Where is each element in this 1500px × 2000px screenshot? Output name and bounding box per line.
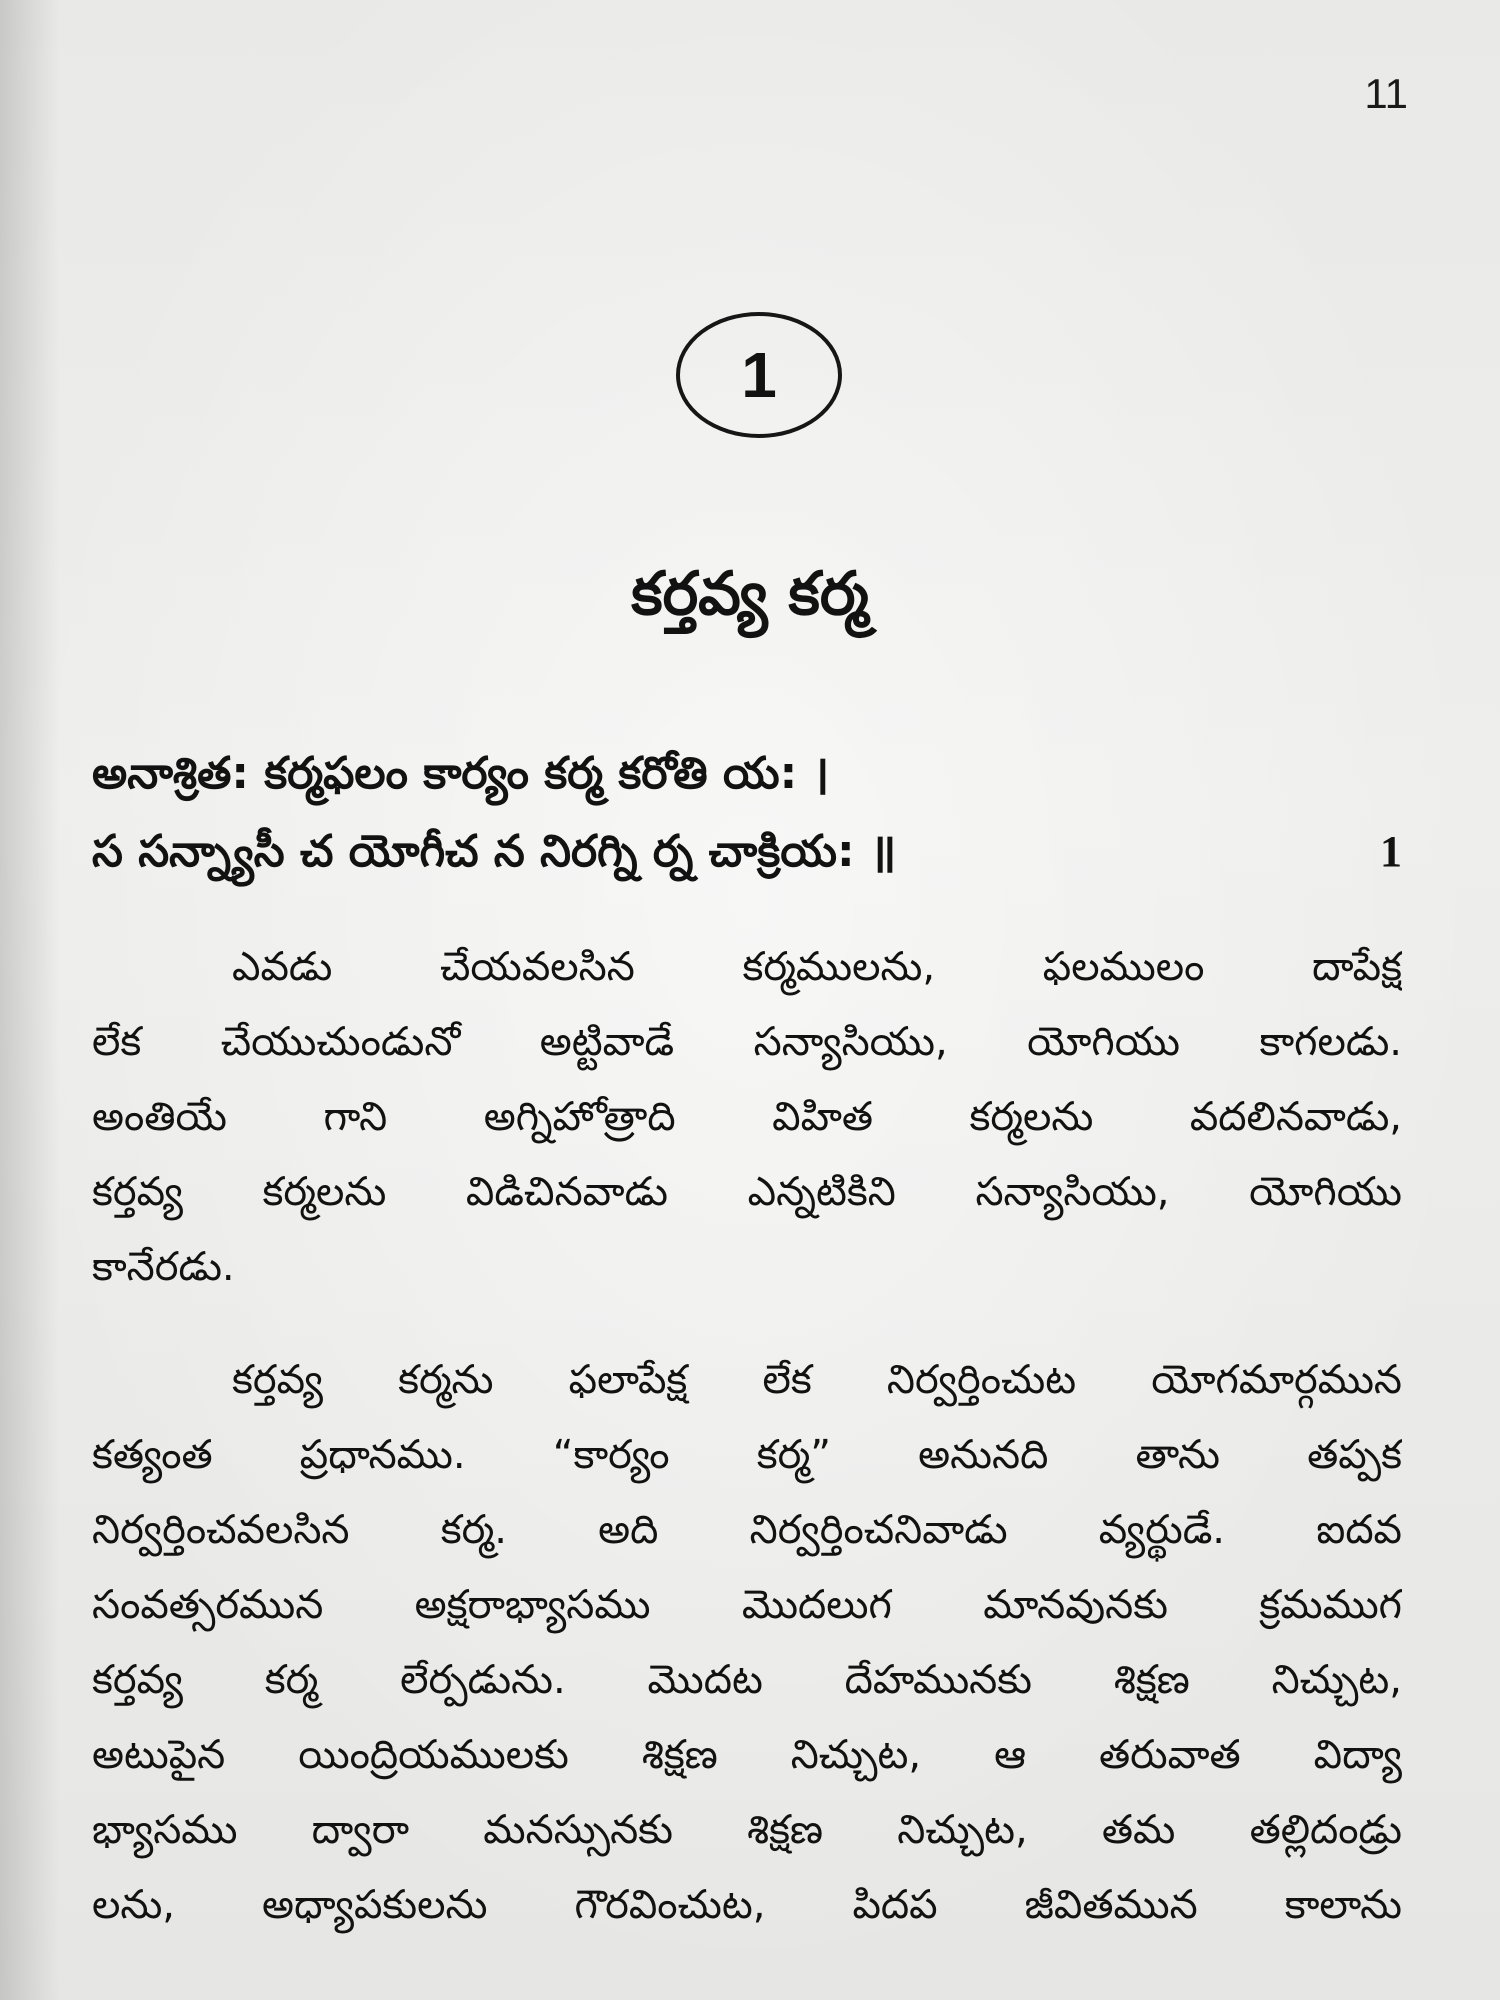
- paragraph-line: ఎవడు చేయవలసిన కర్మములను, ఫలములం దాపేక్ష: [232, 944, 1402, 990]
- chapter-number-circle: [676, 312, 842, 438]
- verse-line-1: [92, 748, 1402, 801]
- paragraph-line: లను, అధ్యాపకులను గౌరవించుట, పిదప జీవితమున కాలాను: [92, 1882, 1402, 1928]
- paragraph-line: కర్తవ్య కర్మ లేర్పడును. మొదట దేహమునకు శిక్షణ నిచ్చుట,: [92, 1657, 1402, 1703]
- page-edge-shadow: [0, 0, 60, 2000]
- verse-number: 1: [1380, 827, 1402, 876]
- paragraph-line: కర్తవ్య కర్మను ఫలాపేక్ష లేక నిర్వర్తించుట యోగమార్గమున: [232, 1357, 1402, 1403]
- page-number: 11: [1364, 70, 1408, 117]
- paragraph-line: సంవత్సరమున అక్షరాభ్యాసము మొదలుగ మానవునకు క్రమముగ: [92, 1582, 1402, 1628]
- paragraph-line: అంతియే గాని అగ్నిహోత్రాది విహిత కర్మలను వదలినవాడు,: [92, 1094, 1402, 1140]
- chapter-title: కర్తవ్య కర్మ: [631, 559, 869, 629]
- paragraph-line: భ్యాసము ద్వారా మనస్సునకు శిక్షణ నిచ్చుట, తమ తల్లిదండ్రు: [92, 1807, 1402, 1853]
- paragraph-line: కర్తవ్య కర్మలను విడిచినవాడు ఎన్నటికిని సన్యాసియు, యోగియు: [92, 1169, 1402, 1215]
- chapter-number: 1: [741, 339, 777, 411]
- paragraph-line: కానేరడు.: [92, 1244, 235, 1290]
- verse-line-2: [92, 826, 1402, 879]
- verse-line-2-text: స సన్న్యాసీ చ యోగీచ న నిరగ్ని ర్న చాక్రియ: ॥: [92, 826, 897, 877]
- paragraph-line: అటుపైన యింద్రియములకు శిక్షణ నిచ్చుట, ఆ తరువాత విద్యా: [92, 1732, 1402, 1778]
- verse-line-1-text: అనాశ్రిత: కర్మఫలం కార్యం కర్మ కరోతి య: ।: [92, 748, 830, 799]
- paragraph-line: నిర్వర్తించవలసిన కర్మ. అది నిర్వర్తించనివాడు వ్యర్థుడే. ఐదవ: [92, 1507, 1402, 1553]
- paragraph-2: [92, 1343, 1402, 1943]
- paragraph-1: [92, 930, 1402, 1305]
- paragraph-line: కత్యంత ప్రధానము. “కార్యం కర్మ” అనునది తాను తప్పక: [92, 1432, 1402, 1478]
- paragraph-line: లేక చేయుచుండునో అట్టివాడే సన్యాసియు, యోగియు కాగలడు.: [92, 1019, 1402, 1065]
